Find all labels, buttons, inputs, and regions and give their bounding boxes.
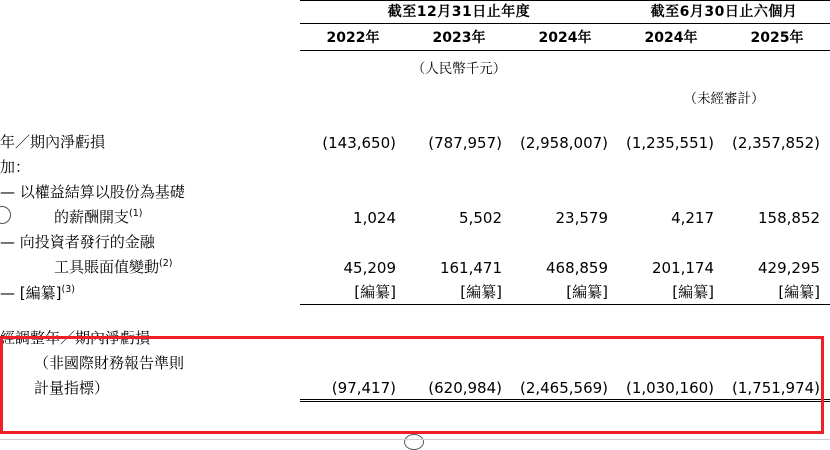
row-value [724,229,830,254]
row-value [406,229,512,254]
table-row [0,279,830,305]
table-row [0,254,830,279]
spacer-cell-1 [0,109,830,119]
row-value: [編纂] [512,279,618,305]
spacer-row-1 [0,109,830,119]
footnote-marker-1: (1) [129,208,143,219]
audit-note-empty [300,79,618,109]
total-value: (97,417) [300,375,406,400]
total-value-placeholder [618,350,724,375]
total-value-placeholder [724,325,830,350]
row-value [618,154,724,179]
row-value [618,229,724,254]
row-value: 1,024 [353,209,396,227]
audit-note: （未經審計） [683,91,765,107]
table-header-group-row [0,1,830,24]
row-label-text: — [編纂] [0,283,62,302]
row-value: (2,958,007) [519,134,609,152]
row-label-text: 的薪酬開支 [54,208,130,226]
currency-note-spacer [0,51,300,80]
table-row [0,129,830,154]
currency-note-empty [618,51,830,80]
row-label-add: 加： [0,158,31,176]
row-value: [編纂] [724,279,830,305]
total-row-line2 [0,350,830,375]
table-row [0,154,830,179]
total-row-line1 [0,325,830,350]
row-value [300,154,406,179]
row-value: 4,217 [671,209,715,227]
total-value-placeholder [724,350,830,375]
row-label-text: 工具賬面值變動 [54,258,160,276]
row-value [406,179,512,204]
row-value: 201,174 [651,259,715,277]
table-row [0,229,830,254]
bottom-page-marker [404,434,424,450]
spacer-cell-2 [0,119,830,129]
total-value-placeholder [300,350,406,375]
table-row [0,204,830,229]
row-value [406,154,512,179]
total-value-placeholder [300,325,406,350]
total-label-line3: 計量指標） [34,379,110,397]
row-value: 158,852 [758,209,821,227]
total-value-placeholder [406,325,512,350]
total-value: (2,465,569) [512,375,618,400]
footnote-marker-3: (3) [61,283,75,295]
row-value [512,229,618,254]
total-label-line2: （非國際財務報告準則 [34,354,185,372]
total-value: (1,030,160) [618,375,724,400]
row-label-redacted [0,279,300,305]
table-row [0,179,830,204]
total-value: (1,751,974) [724,375,830,400]
row-value [724,179,830,204]
row-value [512,154,618,179]
row-label-net-loss: 年／期內淨虧損 [0,133,106,151]
audit-note-row [0,79,830,109]
row-value: 23,579 [555,209,609,227]
row-value: 161,471 [439,259,502,277]
column-header-2024-annual: 2024年 [512,24,618,51]
row-value [300,229,406,254]
header-group-annual: 截至12月31日止年度 [300,1,618,24]
spacer-cell-3 [0,305,830,316]
audit-note-spacer [0,79,300,109]
row-value: 429,295 [758,259,821,277]
total-value-placeholder [512,350,618,375]
row-label-fin-instrument-line1: — 向投資者發行的金融 [0,233,155,251]
spacer-row-2 [0,119,830,129]
row-value: (143,650) [322,134,396,152]
table-header-years-row [0,24,830,51]
total-row-line3 [0,375,830,400]
row-value: (1,235,551) [625,134,715,152]
row-value [300,179,406,204]
total-value-placeholder [618,325,724,350]
row-value [724,154,830,179]
row-value: (2,357,852) [731,134,821,152]
total-label-line1: 經調整年／期內淨虧損 [0,329,151,347]
row-label-fin-instrument-line2 [0,254,300,279]
page-trim-line [0,439,830,440]
column-header-2025-interim: 2025年 [724,24,830,51]
row-label-share-based-line2 [0,204,300,229]
column-header-2024-interim: 2024年 [618,24,724,51]
column-header-2023-annual: 2023年 [406,24,512,51]
footnote-marker-2: (2) [159,258,173,269]
row-value: [編纂] [300,279,406,305]
currency-note: （人民幣千元） [411,61,507,77]
total-value-placeholder [406,350,512,375]
row-value: [編纂] [406,279,512,305]
header-spacer [0,1,300,24]
header-group-interim: 截至6月30日止六個月 [618,1,830,24]
total-value: (620,984) [406,375,512,400]
spacer-row-3 [0,305,830,316]
row-value [618,179,724,204]
row-value: (787,957) [428,134,502,152]
currency-note-row [0,51,830,80]
spacer-cell-4 [0,315,830,325]
row-value: 5,502 [459,209,502,227]
header-spacer-2 [0,24,300,51]
row-value: [編纂] [618,279,724,305]
total-value-placeholder [512,325,618,350]
column-header-2022-annual: 2022年 [300,24,406,51]
row-value: 45,209 [343,259,396,277]
row-value: 468,859 [545,259,609,277]
row-label-share-based-line1: — 以權益結算以股份為基礎 [0,183,185,201]
row-value [512,179,618,204]
spacer-row-4 [0,315,830,325]
